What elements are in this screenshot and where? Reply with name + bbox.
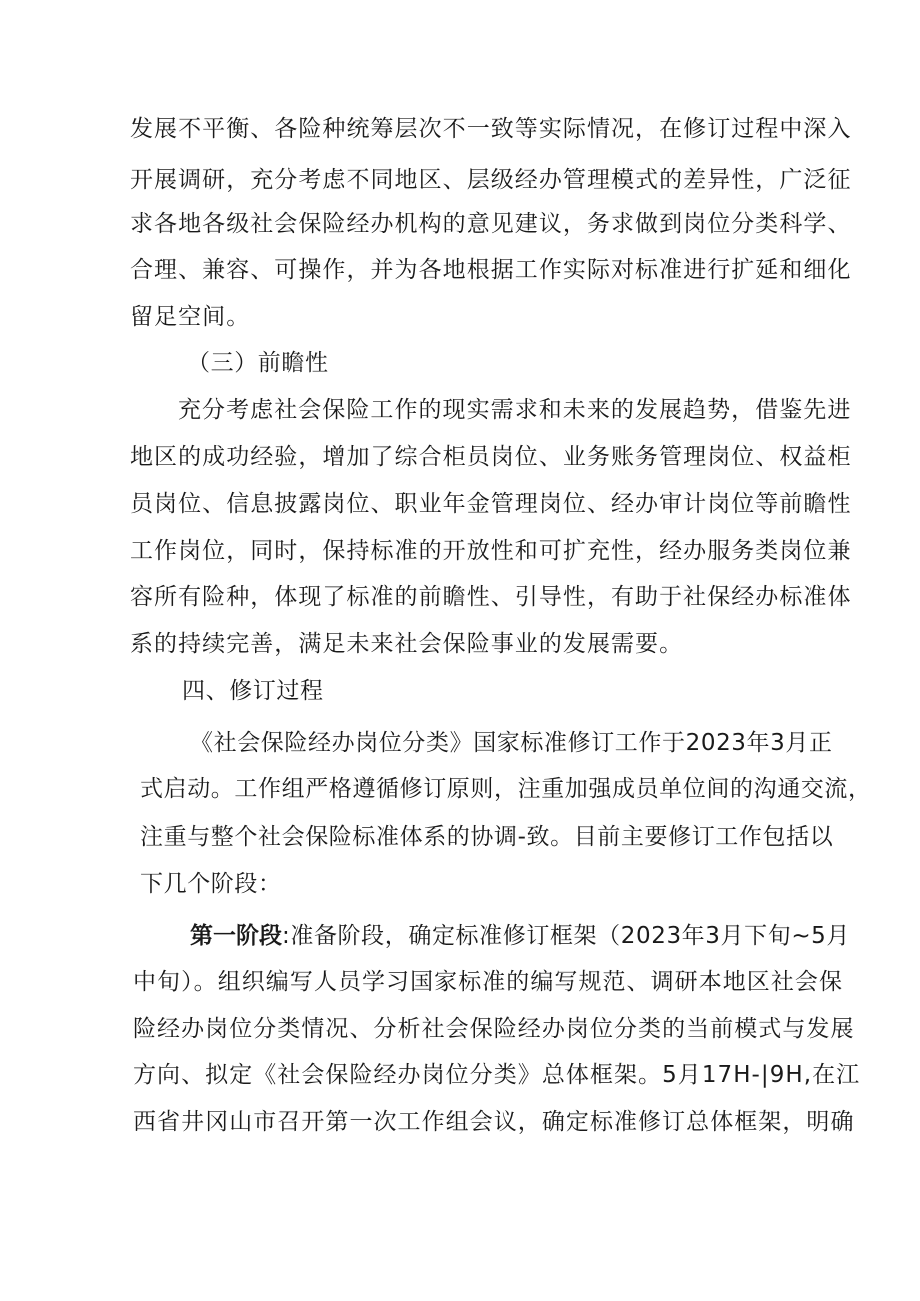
section-heading-forward: （三）前瞻性 [187,350,329,376]
paragraph-line: 西省井冈山市召开第一次工作组会议，确定标准修订总体框架，明确 [133,1109,855,1135]
paragraph-line: 发展不平衡、各险种统筹层次不一致等实际情况，在修订过程中深入 [130,116,852,142]
paragraph-line: 合理、兼容、可操作，并为各地根据工作实际对标准进行扩延和细化 [130,257,852,283]
paragraph-line: 充分考虑社会保险工作的现实需求和未来的发展趋势，借鉴先进 [178,397,852,423]
paragraph-line: 系的持续完善，满足未来社会保险事业的发展需要。 [130,631,684,657]
paragraph-line: 方向、拟定《社会保险经办岗位分类》总体框架。5月17H-|9H,在江 [133,1062,861,1088]
paragraph-line: 留足空间。 [130,304,251,330]
stage-text: :准备阶段，确定标准修订框架（2023年3月下旬~5月 [282,923,851,949]
paragraph-line: 中旬）。组织编写人员学习国家标准的编写规范、调研本地区社会保 [133,969,843,995]
paragraph-line: 容所有险种，体现了标准的前瞻性、引导性，有助于社保经办标准体 [130,584,852,610]
paragraph-line: 员岗位、信息披露岗位、职业年金管理岗位、经办审计岗位等前瞻性 [130,491,852,517]
paragraph-line: 开展调研，充分考虑不同地区、层级经办管理模式的差异性，广泛征 [130,167,852,193]
paragraph-line: 注重与整个社会保险标准体系的协调-致。目前主要修订工作包括以 [140,824,834,850]
paragraph-line: 工作岗位，同时，保持标准的开放性和可扩充性，经办服务类岗位兼 [130,538,852,564]
paragraph-line: 《社会保险经办岗位分类》国家标准修订工作于2023年3月正 [190,730,833,756]
paragraph-line: 险经办岗位分类情况、分析社会保险经办岗位分类的当前模式与发展 [133,1016,855,1042]
paragraph-line: 下几个阶段： [140,871,282,897]
paragraph-line: 式启动。工作组严格遵循修订原则，注重加强成员单位间的沟通交流， [140,776,872,802]
section-heading-process: 四、修订过程 [182,678,324,704]
paragraph-line: 地区的成功经验，增加了综合柜员岗位、业务账务管理岗位、权益柜 [130,444,852,470]
stage-label: 第一阶段 [190,923,282,949]
paragraph-line: 求各地各级社会保险经办机构的意见建议，务求做到岗位分类科学、 [130,211,852,237]
paragraph-line [190,920,850,952]
